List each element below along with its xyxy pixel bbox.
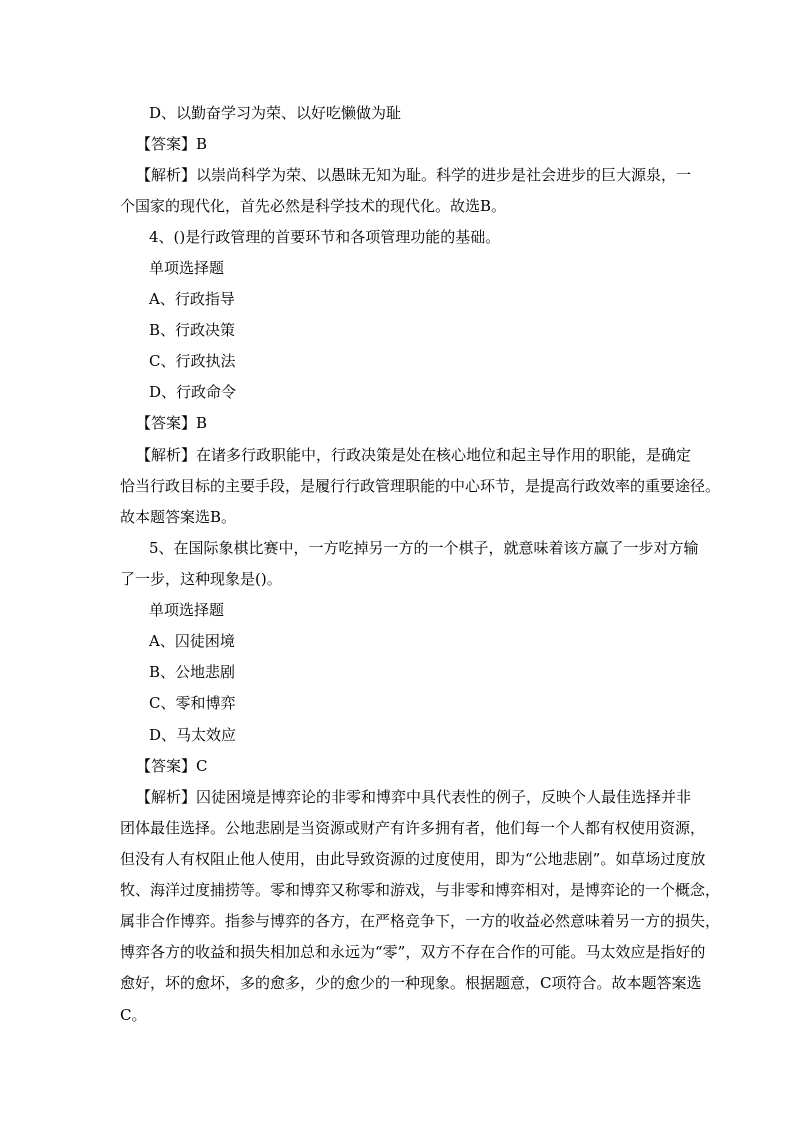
q5-explanation-line-4: 牧、海洋过度捕捞等。零和博弈又称零和游戏，与非零和博弈相对，是博弈论的一个概念， bbox=[120, 881, 721, 899]
q5-explanation-line-5: 属非合作博弈。指参与博弈的各方，在严格竞争下，一方的收益必然意味着另一方的损失， bbox=[120, 912, 721, 930]
q5-explanation-line-8: C。 bbox=[120, 1006, 147, 1024]
q4-option-a: A、行政指导 bbox=[149, 290, 235, 308]
q5-explanation-line-7: 愈好，坏的愈坏，多的愈多，少的愈少的一种现象。根据题意，C项符合。故本题答案选 bbox=[120, 974, 702, 992]
q5-explanation-line-2: 团体最佳选择。公地悲剧是当资源或财产有许多拥有者，他们每一个人都有权使用资源， bbox=[120, 819, 706, 837]
q4-question: 4、()是行政管理的首要环节和各项管理功能的基础。 bbox=[149, 228, 501, 246]
q4-explanation-line-3: 故本题答案选B。 bbox=[120, 508, 237, 526]
q5-option-b: B、公地悲剧 bbox=[149, 663, 236, 681]
q4-option-c: C、行政执法 bbox=[149, 352, 236, 370]
q3-explanation-line-2: 个国家的现代化，首先必然是科学技术的现代化。故选B。 bbox=[120, 197, 507, 215]
q5-question-line-2: 了一步，这种现象是()。 bbox=[120, 570, 282, 588]
q4-option-b: B、行政决策 bbox=[149, 321, 236, 339]
q4-option-d: D、行政命令 bbox=[149, 383, 237, 401]
q5-explanation-line-3: 但没有人有权阻止他人使用，由此导致资源的过度使用，即为“公地悲剧”。如草场过度放 bbox=[120, 850, 706, 868]
q5-type: 单项选择题 bbox=[149, 601, 225, 619]
q5-option-c: C、零和博弈 bbox=[149, 694, 236, 712]
q5-explanation-line-6: 博弈各方的收益和损失相加总和永远为“零”，双方不存在合作的可能。马太效应是指好的 bbox=[120, 943, 706, 961]
q4-type: 单项选择题 bbox=[149, 259, 225, 277]
q5-question-line-1: 5、在国际象棋比赛中，一方吃掉另一方的一个棋子，就意味着该方赢了一步对方输 bbox=[149, 539, 699, 557]
q5-option-d: D、马太效应 bbox=[149, 726, 237, 744]
q4-explanation-line-2: 恰当行政目标的主要手段，是履行行政管理职能的中心环节，是提高行政效率的重要途径。 bbox=[120, 477, 721, 495]
q3-explanation-line-1: 【解析】以崇尚科学为荣、以愚昧无知为耻。科学的进步是社会进步的巨大源泉，一 bbox=[136, 166, 692, 184]
q5-option-a: A、囚徒困境 bbox=[149, 632, 235, 650]
q5-answer: 【答案】C bbox=[136, 757, 208, 775]
q5-explanation-line-1: 【解析】囚徒困境是博弈论的非零和博弈中具代表性的例子，反映个人最佳选择并非 bbox=[136, 788, 692, 806]
q4-explanation-line-1: 【解析】在诸多行政职能中，行政决策是处在核心地位和起主导作用的职能，是确定 bbox=[136, 446, 692, 464]
q3-answer: 【答案】B bbox=[136, 135, 208, 153]
q3-option-d: D、以勤奋学习为荣、以好吃懒做为耻 bbox=[149, 104, 402, 122]
q4-answer: 【答案】B bbox=[136, 414, 208, 432]
